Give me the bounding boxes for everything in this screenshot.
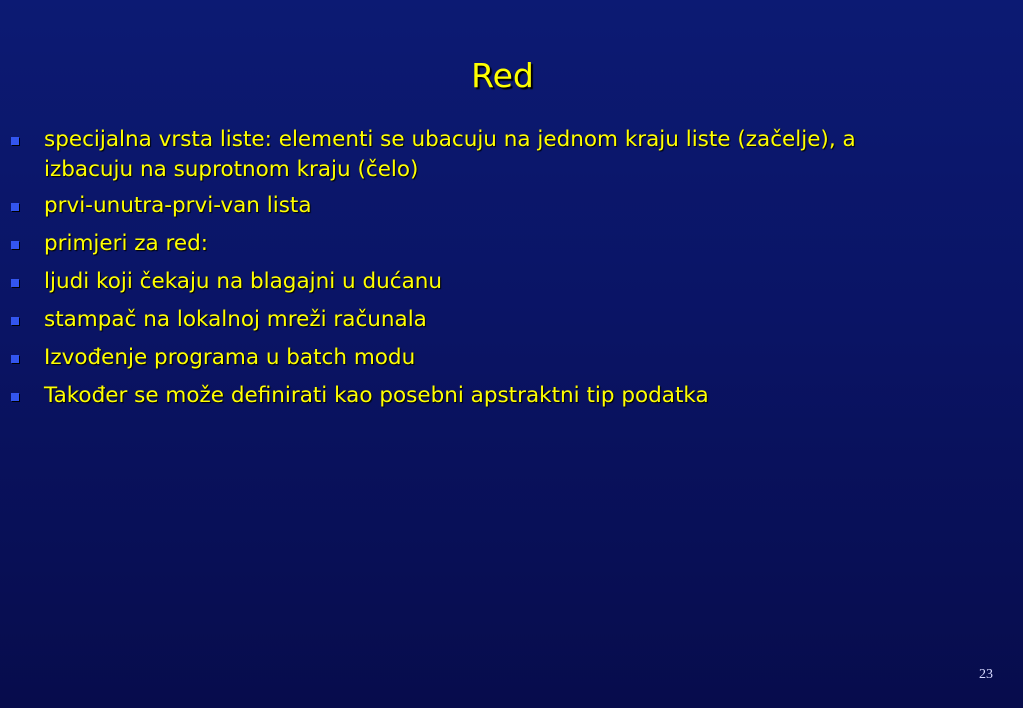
bullet-text: primjeri za red: (44, 231, 209, 256)
bullet-item (8, 343, 938, 373)
square-bullet-icon (11, 279, 19, 287)
square-bullet-icon (11, 137, 19, 145)
square-bullet-icon (11, 355, 19, 363)
square-bullet-icon (11, 203, 19, 211)
bullet-text: Izvođenje programa u batch modu (44, 345, 416, 370)
bullet-item (8, 305, 938, 335)
bullet-item (8, 229, 938, 259)
bullet-item (8, 267, 938, 297)
slide-title: Red (471, 56, 534, 95)
bullet-text: ljudi koji čekaju na blagajni u dućanu (44, 269, 443, 294)
bullet-item (8, 381, 938, 411)
square-bullet-icon (11, 317, 19, 325)
square-bullet-icon (11, 241, 19, 249)
bullet-list (8, 125, 938, 419)
bullet-item (8, 191, 938, 221)
bullet-text: stampač na lokalnoj mreži računala (44, 307, 427, 332)
bullet-text: Također se može definirati kao posebni apstraktni tip podatka (44, 383, 709, 408)
bullet-text: specijalna vrsta liste: elementi se ubacuju na jednom kraju liste (začelje), a izbacuju na suprotnom kraju (čelo) (44, 127, 856, 182)
square-bullet-icon (11, 393, 19, 401)
page-number: 23 (979, 667, 993, 682)
bullet-item (8, 125, 938, 185)
bullet-text: prvi-unutra-prvi-van lista (44, 193, 312, 218)
